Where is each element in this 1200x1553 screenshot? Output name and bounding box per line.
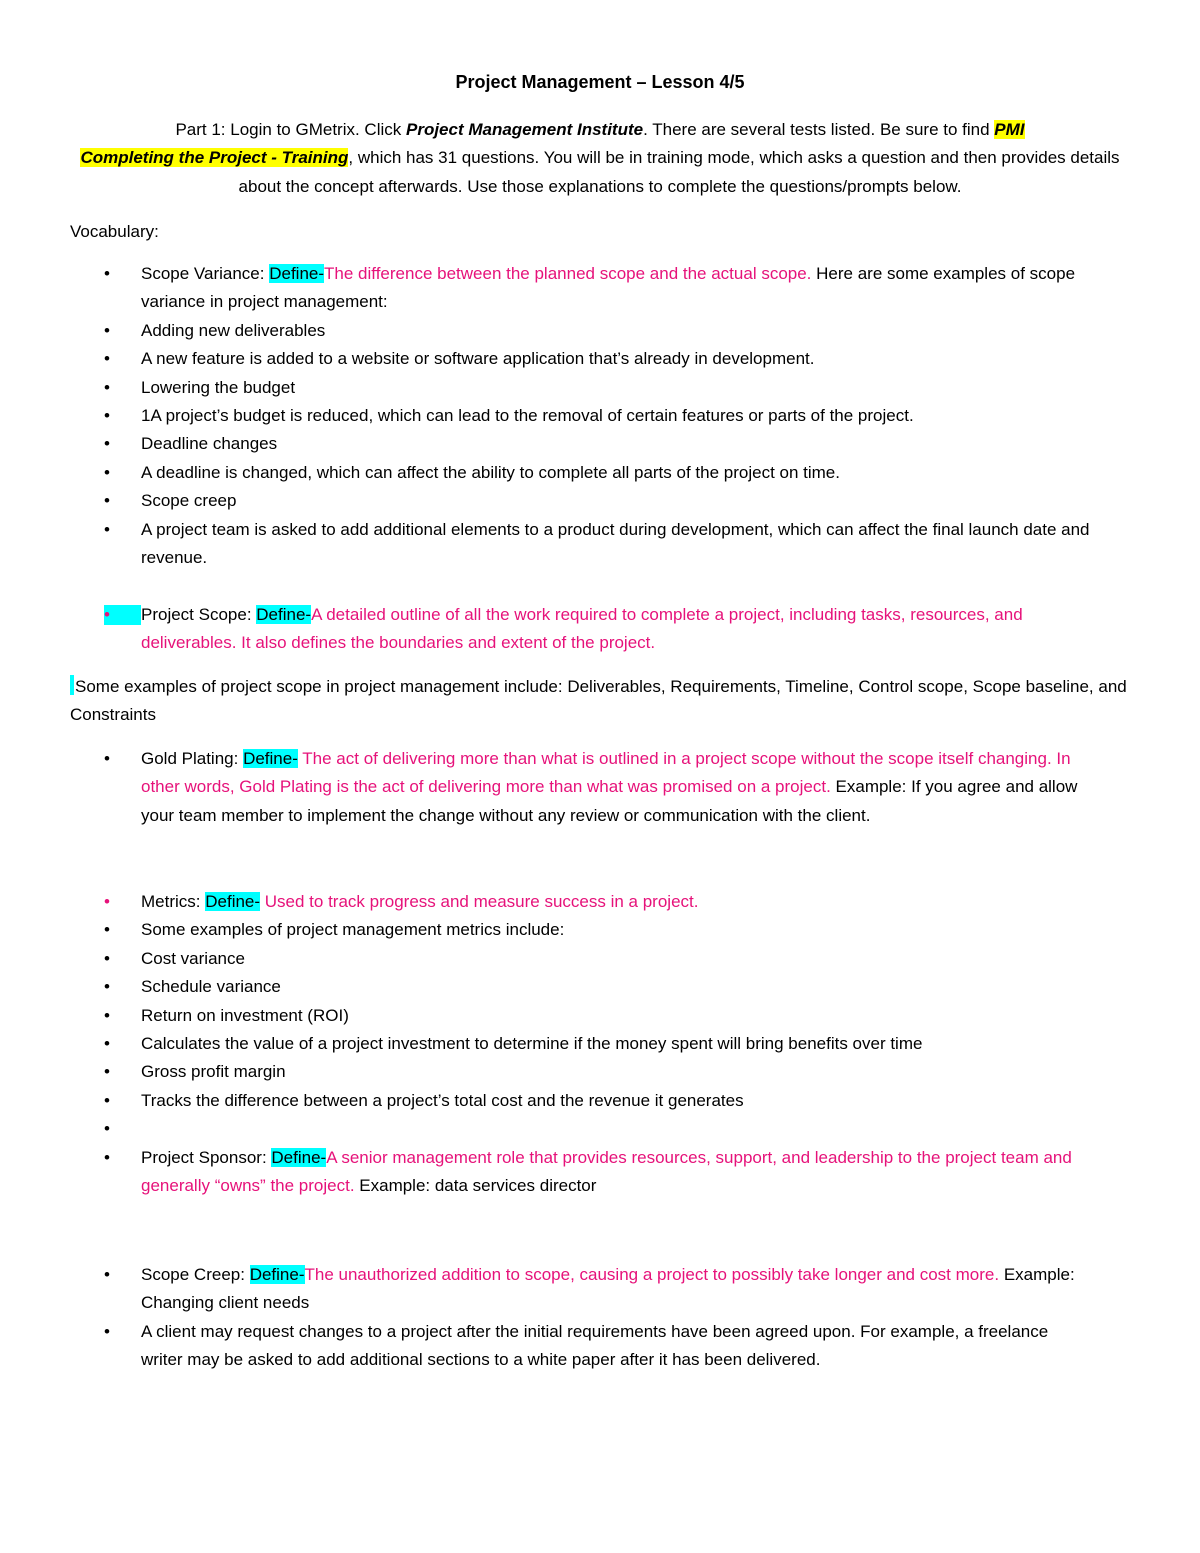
bullet-icon: [104, 1002, 141, 1030]
list-item: [0, 1318, 1130, 1375]
page-title: Project Management – Lesson 4/5: [455, 72, 745, 92]
bullet-icon: [104, 1318, 141, 1346]
list-item: [0, 516, 1130, 573]
define-label: Define-: [243, 749, 298, 768]
list-item: [0, 1087, 1130, 1115]
bullet-icon: [104, 1030, 141, 1058]
gold-plating-definition: The act of delivering more than what is outlined in a project scope without the scope itself changing. In other words, Gold Plating is the act of delivering more than what was promised on a project.: [141, 749, 1071, 797]
project-scope-list: [0, 601, 1130, 658]
bullet-icon: [104, 745, 141, 773]
bullet-icon: [104, 916, 141, 944]
list-item-text: Gross profit margin: [141, 1062, 286, 1082]
scope-creep-list: [0, 1261, 1130, 1375]
list-item-text: Some examples of project management metrics include:: [141, 920, 565, 940]
list-item-text: A client may request changes to a project after the initial requirements have been agreed upon. For example, a freelance writer may be asked to add additional sections to a white paper after it has been delivered.: [141, 1321, 1049, 1370]
bullet-icon: [104, 402, 141, 430]
scope-variance-tail: Here are some examples of scope variance in project management:: [141, 264, 1076, 312]
list-item: [0, 973, 1130, 1001]
list-item: [0, 345, 1130, 373]
project-scope-definition: A detailed outline of all the work required to complete a project, including tasks, resources, and deliverables. It also defines the boundaries and extent of the project.: [141, 605, 1023, 653]
project-scope-term: Project Scope:: [141, 605, 257, 624]
list-item-text: [141, 1119, 146, 1138]
scope-variance-term: Scope Variance:: [141, 264, 270, 283]
bullet-icon: [104, 973, 141, 1001]
list-item: [0, 1115, 1130, 1143]
define-label: Define-: [249, 1265, 305, 1284]
scope-variance-definition: The difference between the planned scope and the actual scope.: [324, 264, 812, 283]
list-item-text: A project team is asked to add additional elements to a product during development, which can affect the final launch date and revenue.: [141, 519, 1090, 568]
list-item-text: A deadline is changed, which can affect the ability to complete all parts of the project on time.: [141, 462, 840, 482]
list-item: [0, 260, 1130, 317]
list-item-text: Return on investment (ROI): [141, 1005, 349, 1025]
list-item: [0, 430, 1130, 458]
project-scope-examples-text: Some examples of project scope in project management include: Deliverables, Requirements, Timeline, Control scope, Scope baseline, and Constraints: [70, 677, 1127, 725]
list-item-text: Scope creep: [141, 491, 237, 511]
test-name-highlight-1: PMI: [994, 120, 1025, 139]
scope-creep-definition: The unauthorized addition to scope, causing a project to possibly take longer and cost more.: [304, 1265, 1000, 1284]
project-sponsor-example: Example: data services director: [354, 1176, 597, 1196]
scope-creep-example: Example: Changing client needs: [141, 1265, 1075, 1313]
list-item: [0, 916, 1130, 944]
list-item-text: Cost variance: [141, 948, 245, 968]
list-item: [0, 745, 1130, 830]
test-name-highlight-2: Completing the Project - Training: [80, 148, 349, 168]
intro-paragraph: [70, 116, 1130, 201]
list-item: [0, 601, 1130, 658]
bullet-icon: [104, 345, 141, 373]
list-item-text: Lowering the budget: [141, 377, 296, 397]
bullet-icon: [104, 888, 141, 916]
list-item: [0, 1261, 1130, 1318]
list-item: [0, 1144, 1130, 1201]
bullet-icon: [104, 374, 141, 402]
bullet-icon: [104, 1058, 141, 1086]
list-item-text: Schedule variance: [141, 977, 281, 997]
list-item-text: 1A project’s budget is reduced, which can lead to the removal of certain features or parts of the project.: [141, 406, 914, 426]
list-item: [0, 459, 1130, 487]
list-item: [0, 402, 1130, 430]
project-sponsor-term: Project Sponsor:: [141, 1147, 272, 1167]
project-sponsor-definition: A senior management role that provides resources, support, and leadership to the project team and generally “owns” the project.: [141, 1147, 1072, 1196]
list-item: [0, 1058, 1130, 1086]
bullet-icon: [104, 260, 141, 288]
bullet-icon: [104, 1261, 141, 1289]
project-scope-examples: [70, 673, 1130, 730]
metrics-list: [0, 888, 1130, 1200]
bullet-icon: [104, 430, 141, 458]
gold-plating-term: Gold Plating:: [141, 749, 244, 768]
intro-suffix: , which has 31 questions. You will be in training mode, which asks a question and then provides details about the concept afterwards. Use those explanations to complete the questions/prompts below.: [238, 148, 1120, 196]
list-item-text: Tracks the difference between a project’s total cost and the revenue it generates: [141, 1090, 744, 1110]
define-label: Define-: [271, 1147, 327, 1167]
bullet-icon: [104, 1087, 141, 1115]
scope-variance-list: [0, 260, 1130, 572]
bullet-icon: [104, 605, 141, 625]
bullet-icon: [104, 516, 141, 544]
bullet-icon: [104, 1144, 141, 1172]
vocabulary-heading: Vocabulary:: [70, 222, 159, 241]
gold-plating-example: Example: If you agree and allow your team member to implement the change without any review or communication with the client.: [141, 777, 1078, 825]
text-cursor-icon: [70, 675, 74, 695]
list-item: [0, 487, 1130, 515]
bullet-icon: [104, 317, 141, 345]
list-item: [0, 945, 1130, 973]
bullet-icon: [104, 1115, 141, 1143]
intro-mid: . There are several tests listed. Be sure to find: [643, 120, 995, 139]
list-item: [0, 1030, 1130, 1058]
metrics-definition: Used to track progress and measure success in a project.: [260, 892, 699, 911]
institute-name: Project Management Institute: [405, 120, 644, 139]
define-label: Define-: [205, 892, 261, 911]
list-item-text: Adding new deliverables: [141, 320, 326, 340]
bullet-icon: [104, 945, 141, 973]
list-item-text: Deadline changes: [141, 434, 278, 454]
list-item: [0, 888, 1130, 916]
bullet-icon: [104, 487, 141, 515]
list-item: [0, 374, 1130, 402]
bullet-icon: [104, 459, 141, 487]
define-label: Define-: [269, 264, 325, 283]
define-label: Define-: [256, 605, 312, 624]
metrics-term: Metrics:: [141, 892, 206, 911]
list-item-text: A new feature is added to a website or software application that’s already in development.: [141, 349, 815, 369]
list-item-text: Calculates the value of a project investment to determine if the money spent will bring benefits over time: [141, 1034, 923, 1054]
list-item: [0, 317, 1130, 345]
intro-part1: Part 1: Login to GMetrix. Click: [175, 120, 406, 139]
gold-plating-list: [0, 745, 1130, 830]
list-item: [0, 1002, 1130, 1030]
scope-creep-term: Scope Creep:: [141, 1265, 250, 1284]
